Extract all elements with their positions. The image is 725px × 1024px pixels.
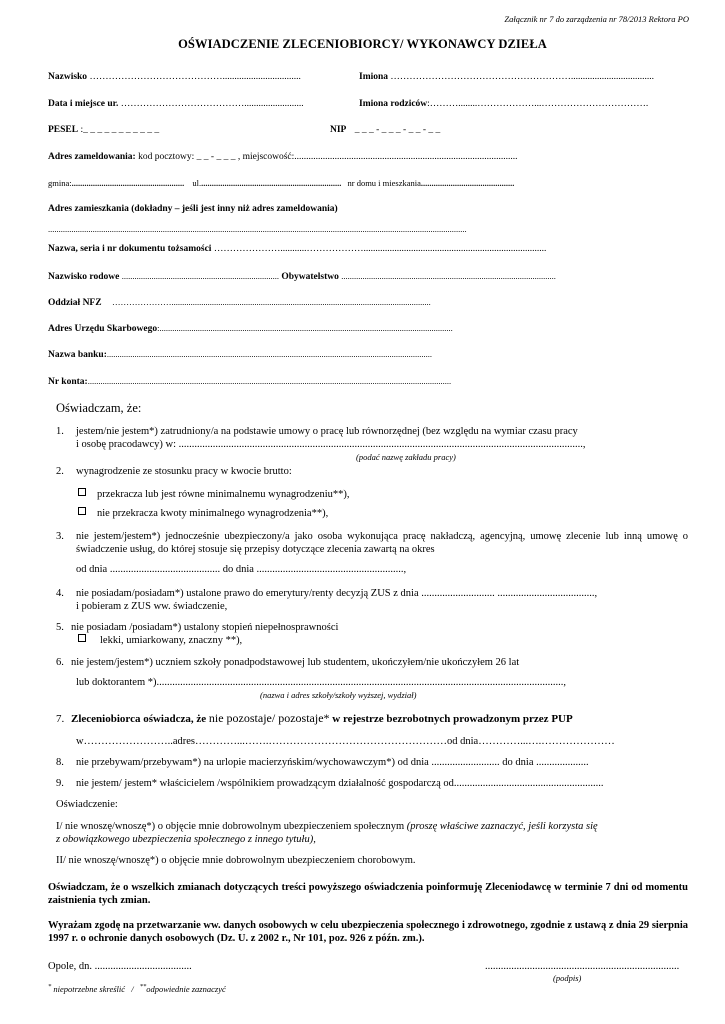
footnotes — [48, 983, 226, 994]
page-title: OŚWIADCZENIE ZLECENIOBIORCY/ WYKONAWCY DZIEŁA — [178, 37, 547, 51]
item-3-text: nie jestem/jestem*) jednocześnie ubezpieczony/a jako osoba wykonująca pracę nakładczą, agencyjną, umowę zlecenie lub inną umowę o świadczenie usług, do której stosuje się przepisy dotyczące zlecenia zawartą na okres — [76, 531, 688, 555]
footnote-2-mark: ** — [139, 983, 147, 990]
statement-2[interactable]: II/ nie wnoszę/wnoszę*) o objęcie mnie dobrowolnym ubezpieczeniem chorobowym. — [56, 855, 416, 866]
tax-office-field[interactable]: :.......................................................................................................................................... — [157, 323, 453, 333]
locality-field[interactable]: .............................................................................................. — [294, 152, 518, 162]
reg-address-label: Adres zameldowania: — [48, 152, 136, 162]
item-1-number: 1. — [56, 426, 64, 437]
item-2-line: wynagrodzenie ze stosunku pracy w kwocie brutto: — [76, 466, 292, 477]
footnote-separator: / — [131, 983, 134, 994]
checkbox-icon[interactable] — [78, 507, 86, 515]
account-label: Nr konta: — [48, 377, 88, 387]
dob-row — [48, 98, 304, 110]
item-9-number: 9. — [56, 778, 64, 789]
parents-field[interactable]: :………........………………...……………………………. — [427, 99, 649, 109]
item-1-line1: jestem/nie jestem*) zatrudniony/a na podstawie umowy o pracę lub równorzędnej (bez względu na wymiar czasu pracy — [76, 426, 578, 437]
item-1-employer-field[interactable]: i osobę pracodawcy) w: .........................................................................................................................................................., — [76, 439, 586, 450]
nfz-label: Oddział NFZ — [48, 298, 102, 308]
statement-label: Oświadczenie: — [56, 799, 118, 810]
gmina-field[interactable]: ..................................................... — [71, 178, 185, 188]
item-6-line1: nie jestem/jestem*) uczniem szkoły ponadpodstawowej lub studentem, ukończyłem/nie ukończyłem 26 lat — [71, 657, 520, 668]
family-name-field[interactable]: .......................................................................... — [121, 271, 279, 281]
bank-label: Nazwa banku: — [48, 350, 107, 360]
gmina-row — [48, 178, 514, 188]
consent-paragraph: Wyrażam zgodę na przetwarzanie ww. danych osobowych w celu ubezpieczenia społecznego i zdrowotnego, zgodnie z ustawą z dnia 29 sierpnia 1997 r. o ochronie danych osobowych (Dz. U. z 2002 r., Nr 101, poz. 926 z późn. zm.). — [48, 920, 688, 944]
tax-office-label: Adres Urzędu Skarbowego — [48, 324, 158, 334]
item-5-options-label: lekki, umiarkowany, znaczny **), — [100, 635, 243, 646]
house-field[interactable]: ............................................ — [420, 178, 515, 188]
statement-1-line2: z obowiązkowego ubezpieczenia społecznego z innego tytułu), — [56, 834, 316, 845]
parents-label: Imiona rodziców — [359, 99, 428, 109]
house-label: nr domu i mieszkania — [347, 178, 421, 188]
statement-1-note: (proszę właściwe zaznaczyć, jeśli korzysta się — [406, 821, 598, 832]
item-9-text[interactable]: nie jestem/ jestem* właścicielem /wspólnikiem prowadzącym działalność gospodarczą od......................................................... — [76, 778, 604, 789]
citizenship-field[interactable]: ..................................................................................................... — [341, 271, 556, 281]
item-8-number: 8. — [56, 757, 64, 768]
item-2-option-1-label: przekracza lub jest równe minimalnemu wynagrodzeniu**), — [97, 489, 350, 500]
street-field[interactable]: .................................................................. — [201, 178, 342, 188]
dob-label: Data i miejsce ur. — [48, 99, 119, 109]
res-address-label: Adres zamieszkania (dokładny – jeśli jest inny niż adres zameldowania) — [48, 204, 338, 214]
item-2-option-2[interactable] — [78, 507, 328, 520]
nfz-row — [48, 296, 431, 309]
tax-office-row — [48, 322, 453, 335]
signature-caption: (podpis) — [553, 973, 582, 983]
surname-label: Nazwisko — [48, 72, 88, 82]
nfz-field[interactable]: ………………….......................................................................................................................... — [111, 297, 431, 307]
signature-field[interactable]: .......................................................................... — [485, 961, 680, 972]
statement-1-line1 — [56, 820, 598, 833]
nip-row — [330, 124, 440, 136]
citizenship-label: Obywatelstwo — [281, 272, 339, 282]
item-7-text-c: w rejestrze bezrobotnych prowadzonym przez PUP — [332, 713, 573, 725]
bank-field[interactable]: ......................................................................................................................................................... — [106, 349, 432, 359]
annex-note: Załącznik nr 7 do zarządzenia nr 78/2013 Rektora PO — [504, 14, 689, 24]
gmina-label: gmina: — [48, 178, 72, 188]
item-2-number: 2. — [56, 466, 64, 477]
nip-label: NIP — [330, 125, 347, 135]
item-7-number: 7. — [56, 713, 65, 725]
place-date-field[interactable]: Opole, dn. ..................................... — [48, 961, 192, 972]
account-row — [48, 375, 451, 388]
item-5-number: 5. — [56, 622, 64, 633]
id-doc-label: Nazwa, seria i nr dokumentu tożsamości — [48, 244, 212, 254]
street-label: ul. — [192, 178, 202, 188]
id-doc-field[interactable]: …………………...........………………............................................................................. — [213, 244, 547, 254]
bank-row — [48, 348, 432, 361]
footnote-1-mark: * — [48, 983, 52, 990]
item-6-caption: (nazwa i adres szkoły/szkoły wyższej, wydział) — [260, 690, 417, 700]
item-1-caption: (podać nazwę zakładu pracy) — [356, 452, 456, 462]
reg-address-row — [48, 151, 518, 163]
item-2-option-1[interactable] — [78, 488, 350, 501]
statement-1-text[interactable]: I/ nie wnoszę/wnoszę*) o objęcie mnie dobrowolnym ubezpieczeniem społecznym — [56, 821, 405, 832]
item-5-line1: nie posiadam /posiadam*) ustalony stopień niepełnosprawności — [71, 622, 339, 633]
account-field[interactable]: ........................................................................................................................................................................... — [87, 376, 452, 386]
declaration-intro: Oświadczam, że: — [56, 401, 142, 415]
item-6-number: 6. — [56, 657, 64, 668]
names-row — [359, 71, 654, 83]
item-4-line1[interactable]: nie posiadam/posiadam*) ustalone prawo do emerytury/renty decyzją ZUS z dnia ............................ ....................................., — [76, 588, 598, 599]
pesel-row — [48, 124, 159, 136]
item-4-line2: i pobieram z ZUS ww. świadczenie, — [76, 601, 228, 612]
dob-field[interactable]: …………………………………......................... — [120, 99, 304, 109]
item-2-option-2-label: nie przekracza kwoty minimalnego wynagrodzenia**), — [97, 508, 329, 519]
footnote-2: odpowiednie zaznaczyć — [146, 983, 226, 994]
names-label: Imiona — [359, 72, 389, 82]
notify-paragraph: Oświadczam, że o wszelkich zmianach dotyczących treści powyższego oświadczenia poinformuję Zleceniodawcę w terminie 7 dni od momentu zaistnienia tych zmian. — [48, 882, 688, 906]
locality-label: miejscowość: — [242, 152, 295, 162]
item-3-number: 3. — [56, 531, 64, 542]
surname-row — [48, 71, 301, 83]
nip-field[interactable]: _ _ _ - _ _ _ - _ _ - _ _ — [354, 125, 441, 135]
item-6-school-field[interactable]: lub doktorantem *)..........................................................................................................................................................., — [76, 677, 566, 688]
res-address-field[interactable]: ..................................................................................................................................................................................................... — [48, 224, 467, 234]
item-7-address-field[interactable]: w……………………..adres…………...…….……………………………………………od dnia…………...….………………… — [76, 736, 615, 747]
item-7-choice[interactable]: nie pozostaje/ pozostaje* — [208, 711, 330, 725]
checkbox-icon[interactable] — [78, 634, 86, 642]
item-3-dates-field[interactable]: od dnia .......................................... do dnia ........................................................, — [76, 564, 407, 575]
parents-row — [359, 98, 648, 110]
footnote-1: niepotrzebne skreślić — [51, 983, 126, 994]
pesel-label: PESEL — [48, 125, 79, 135]
family-name-label: Nazwisko rodowe — [48, 272, 120, 282]
postcode-label: kod pocztowy: — [138, 152, 195, 162]
item-4-number: 4. — [56, 588, 64, 599]
id-doc-row — [48, 243, 546, 255]
postcode-field[interactable]: _ _ - _ _ _ , — [196, 152, 241, 162]
family-name-row — [48, 270, 556, 283]
item-5-options[interactable] — [78, 634, 242, 647]
pesel-field[interactable]: :_ _ _ _ _ _ _ _ _ _ _ — [80, 125, 160, 135]
surname-field[interactable]: ……………………………………................................. — [89, 72, 301, 82]
checkbox-icon[interactable] — [78, 488, 86, 496]
item-7-text-a: Zleceniobiorca oświadcza, że — [71, 713, 207, 725]
item-7-row — [56, 712, 573, 726]
item-8-text[interactable]: nie przebywam/przebywam*) na urlopie macierzyńskim/wychowawczym*) od dnia .......................... do dnia .................... — [76, 757, 589, 768]
names-field[interactable]: …………………………………………………................................... — [390, 72, 655, 82]
